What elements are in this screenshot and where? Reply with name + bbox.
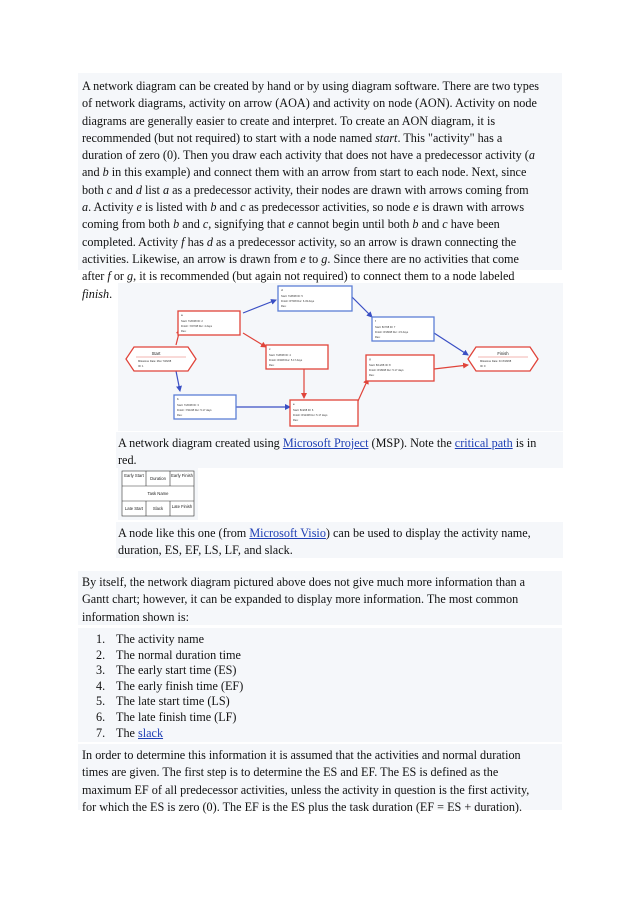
node-title: f: [375, 319, 376, 323]
late-finish-label: Late Finish: [171, 504, 193, 509]
list-text: The normal duration time: [116, 647, 241, 662]
node-legend: [118, 468, 198, 520]
slack-link[interactable]: slack: [138, 725, 164, 740]
node-start: [126, 347, 196, 371]
caption-text: red.: [118, 453, 137, 468]
text-line: A network diagram can be created by hand or by using diagram software. There are two types: [82, 79, 539, 93]
arrow-e-g: [358, 379, 368, 401]
node-text: Finish: 8/4/08 Dur: 5.17 days: [269, 359, 303, 362]
list-text: The late finish time (LF): [116, 709, 237, 724]
arrow-f-finish: [434, 333, 468, 355]
caption-text: is in: [512, 436, 537, 450]
es-ef-paragraph: [78, 744, 562, 814]
node-e: [290, 400, 358, 426]
network-diagram-figure: [118, 283, 563, 431]
node-text: Res:: [281, 305, 287, 308]
arrow-a-d: [243, 300, 276, 313]
text-line: activities. Likewise, an arrow is drawn from e to g. Since there are no activities that come: [82, 251, 519, 266]
node-text: Finish: 8/18/08 Dur: 5.17 days: [369, 369, 404, 372]
node-text: Start: 7/26/08 ID: 3: [177, 404, 199, 407]
node-d: [278, 286, 352, 311]
node-title: d: [281, 288, 283, 292]
node-legend-caption: [116, 522, 563, 558]
early-start-label: Early Start: [124, 473, 144, 478]
list-text: The early start time (ES): [116, 663, 237, 678]
list-number: 1.: [96, 632, 106, 646]
arrow-d-f: [352, 297, 372, 317]
node-finish: [468, 347, 538, 371]
node-text: Start: 8/4/08 ID: 6: [293, 409, 314, 412]
arrow-g-finish: [434, 365, 468, 369]
list-item: [78, 726, 562, 742]
text-line: a. Activity e is listed with b and c as predecessor activities, so node e is drawn with arrows: [82, 200, 525, 215]
late-start-label: Late Start: [124, 506, 144, 511]
text-line: finish.: [82, 286, 113, 301]
duration-label: Duration: [150, 476, 166, 481]
early-finish-label: Early Finish: [171, 473, 193, 478]
node-text: Res:: [293, 419, 299, 422]
list-item: [78, 694, 562, 710]
node-text: Milestone Date: Mon 7/26/08: [138, 360, 172, 363]
node-text: Start: 7/28/08 ID: 5: [281, 295, 303, 298]
node-g: [366, 355, 434, 381]
node-title: c: [269, 347, 271, 351]
text-line: for which the ES is zero (0). The EF is the ES plus the task duration (EF = ES + duration).: [82, 799, 523, 814]
node-title: Finish: [497, 351, 509, 356]
node-f: [372, 317, 434, 341]
list-item: [78, 710, 562, 726]
text-line: times are given. The first step is to determine the ES and EF. The ES is defined as the: [82, 765, 499, 780]
node-text: Start: 8/11/08 ID: 8: [369, 364, 391, 367]
list-number: 3.: [96, 663, 106, 678]
text-line: diagrams are generally easier to create and interpret. To create an AON diagram, it is: [82, 113, 496, 128]
node-text: Finish: 7/27/08 Dur: 4 days: [181, 325, 212, 328]
list-item: [78, 679, 562, 695]
node-title: b: [177, 397, 179, 401]
node-text: Finish: 7/31/08 Dur: 5.17 days: [177, 409, 212, 412]
caption-text: ) can be used to display the activity name,: [325, 526, 531, 540]
node-c: [266, 345, 328, 369]
text-line: coming from both b and c, signifying that e cannot begin until both b and c have been: [82, 217, 500, 232]
list-text: The late start time (LS): [116, 694, 230, 709]
node-text: ID: 1: [138, 365, 144, 368]
text-line: of network diagrams, activity on arrow (AOA) and activity on node (AON). Activity on node: [82, 96, 537, 111]
text-line: and b in this example) and connect them with an arrow from start to each node. Next, since: [82, 165, 527, 180]
information-list: [78, 628, 562, 742]
list-number: 5.: [96, 694, 106, 709]
node-text: ID: 9: [480, 365, 486, 368]
node-b: [174, 395, 236, 419]
node-text: Res:: [369, 374, 375, 377]
text-line: recommended (but not required) to start with a node named start. This "activity" has a: [82, 130, 503, 145]
arrow-start-b: [176, 371, 180, 391]
list-item: [78, 663, 562, 679]
caption-text: (MSP). Note the: [368, 436, 455, 450]
list-text: The: [116, 725, 138, 740]
node-text: Finish: 8/7/08 Dur: 6.33 days: [281, 300, 315, 303]
network-diagram-caption: [116, 432, 563, 468]
text-line: information shown is:: [82, 609, 189, 624]
node-a: [178, 311, 240, 335]
list-number: 7.: [96, 725, 106, 740]
network-diagram: [118, 283, 563, 431]
node-text: Milestone Date: Fri 8/18/08: [480, 360, 512, 363]
list-number: 2.: [96, 647, 106, 662]
expansion-paragraph: [78, 571, 562, 625]
node-title: Start: [151, 351, 161, 356]
node-text: Start: 8/7/08 ID: 7: [375, 326, 396, 329]
node-title: g: [369, 357, 371, 361]
caption-text: duration, ES, EF, LS, LF, and slack.: [118, 543, 293, 558]
list-text: The early finish time (EF): [116, 678, 244, 693]
node-legend-figure: [118, 468, 198, 520]
text-line: In order to determine this information it is assumed that the activities and normal duration: [82, 748, 521, 762]
list-number: 4.: [96, 678, 106, 693]
node-text: Res:: [269, 364, 275, 367]
list-number: 6.: [96, 709, 106, 724]
node-text: Finish: 8/18/08 Dur: 4.5 days: [375, 331, 409, 334]
critical-path-link[interactable]: critical path: [454, 436, 513, 450]
text-line: maximum EF of all predecessor activities, unless the activity in question is the first activity,: [82, 782, 530, 797]
text-line: completed. Activity f has d as a predecessor activity, so an arrow is drawn connecting the: [82, 234, 517, 249]
node-text: Start: 7/26/08 ID: 2: [181, 320, 203, 323]
microsoft-project-link[interactable]: Microsoft Project: [282, 436, 369, 450]
microsoft-visio-link[interactable]: Microsoft Visio: [249, 526, 326, 540]
node-text: Res:: [177, 414, 183, 417]
node-title: e: [293, 402, 295, 406]
arrow-a-c: [243, 333, 266, 347]
text-line: duration of zero (0). Then you draw each activity that does not have a predecessor activity (a: [82, 148, 535, 163]
text-line: both c and d list a as a predecessor activity, their nodes are drawn with arrows coming from: [82, 182, 529, 197]
slack-label: Slack: [152, 506, 164, 511]
caption-text: A node like this one (from: [118, 526, 250, 540]
node-text: Res:: [375, 336, 381, 339]
node-text: Start: 7/28/08 ID: 4: [269, 354, 291, 357]
list-item: [78, 648, 562, 664]
node-title: a: [181, 313, 183, 317]
list-item: [78, 632, 562, 648]
node-text: Finish: 8/11/08 Dur: 5.17 days: [293, 414, 328, 417]
text-line: Gantt chart; however, it can be expanded to display more information. The most common: [82, 592, 519, 607]
task-name-label: Task Name: [147, 491, 169, 496]
caption-text: A network diagram created using: [118, 436, 283, 450]
node-text: Res:: [181, 330, 187, 333]
list-text: The activity name: [116, 632, 204, 646]
text-line: By itself, the network diagram pictured above does not give much more information than a: [82, 575, 526, 589]
text-line: after f or g, it is recommended (but again not required) to connect them to a node labeled: [82, 269, 515, 284]
